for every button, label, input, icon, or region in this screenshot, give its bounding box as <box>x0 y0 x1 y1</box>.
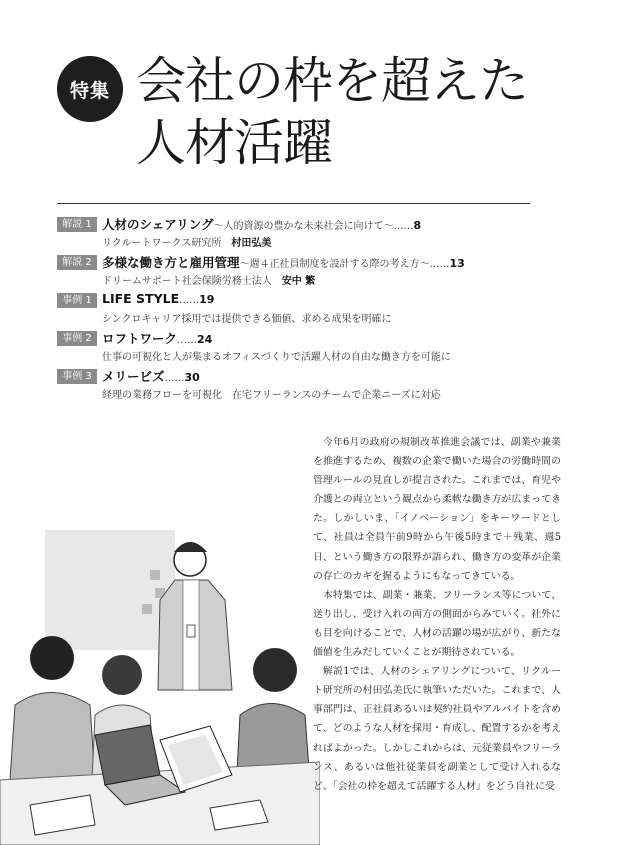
toc-org: ドリームサポート社会保険労務士法人 <box>102 276 272 287</box>
toc-description: 仕事の可視化と人が集まるオフィスづくりで活躍人材の自由な働き方を可能に <box>102 352 451 363</box>
toc-page: 30 <box>184 371 200 384</box>
toc-description: 経理の業務フローを可視化 在宅フリーランスのチームで企業ニーズに対応 <box>102 390 441 401</box>
toc-entry[interactable] <box>57 329 557 367</box>
toc-entry[interactable] <box>57 253 557 291</box>
toc-entry[interactable] <box>57 367 557 405</box>
toc-page: 13 <box>449 257 465 270</box>
toc-tag: 解説 2 <box>57 255 97 270</box>
page-title <box>136 50 528 174</box>
title-line-2: 人材活躍 <box>136 114 332 172</box>
toc-tag: 事例 3 <box>57 369 97 384</box>
toc-title: ロフトワーク <box>102 331 178 346</box>
woman-left <box>10 636 95 780</box>
toc-org: リクルートワークス研究所 <box>102 238 222 249</box>
toc-author: 村田弘美 <box>231 238 272 249</box>
toc-title: 多様な働き方と雇用管理 <box>102 255 240 270</box>
toc-subtitle: …… <box>164 373 185 384</box>
toc-author: 安中 繁 <box>281 276 316 287</box>
toc-subtitle: ～人的資源の豊かな未来社会に向けて～…… <box>213 221 414 232</box>
table-of-contents <box>57 215 557 405</box>
toc-page: 8 <box>413 219 422 232</box>
toc-subtitle: ～週４正社員制度を設計する際の考え方～…… <box>239 259 450 270</box>
toc-tag: 事例 1 <box>57 293 97 308</box>
toc-entry[interactable] <box>57 291 557 329</box>
toc-description: シンクロキャリア採用では提供できる価値、求める成果を明確に <box>102 314 392 325</box>
toc-page: 19 <box>199 293 215 306</box>
toc-page: 24 <box>197 333 213 346</box>
body-text <box>313 433 561 796</box>
toc-title: メリービズ <box>102 369 165 384</box>
office-meeting-illustration <box>0 530 320 845</box>
toc-subtitle: …… <box>179 295 200 306</box>
title-divider <box>57 203 530 204</box>
paragraph: 今年6月の政府の規制改革推進会議では、副業や兼業を推進するため、複数の企業で働いた場合の労働時間の管理ルールの見直しが提言された。これまでは、育児や介護との両立という観点から柔軟な働き方が広まってきた。しかしいま、「イノベーション」をキーワードとして、社員は全員午前9時から午後5時まで＋残業、週5日、という働き方の限界が語られ、働き方の変革が企業の存亡のカギを握るようにもなってきている。 <box>313 437 561 582</box>
title-line-1: 会社の枠を超えた <box>136 52 528 110</box>
feature-badge: 特集 <box>57 56 123 122</box>
toc-title: LIFE STYLE <box>102 291 180 306</box>
toc-tag: 解説 1 <box>57 217 97 232</box>
toc-entry[interactable] <box>57 215 557 253</box>
toc-tag: 事例 2 <box>57 331 97 346</box>
toc-subtitle: …… <box>177 335 198 346</box>
paragraph: 本特集では、副業・兼業、フリーランス等について、送り出し、受け入れの両方の側面からみていく。社外にも目を向けることで、人材の活躍の場が広がり、新たな価値を生みだしていくことが期待されている。 <box>313 589 561 659</box>
paragraph: 解説1では、人材のシェアリングについて、リクルート研究所の村田弘美氏に執筆いただいた。これまで、人事部門は、正社員あるいは契約社員やアルバイトを含めて、どのような人材を採用・育成し、配置するかを考えればよかった。しかしこれからは、元従業員やフリーランス、あるいは他社従業員を副業として受け入れるなど、「会社の枠を超えて活躍する人材」をどう自社に受 <box>313 666 561 792</box>
toc-title: 人材のシェアリング <box>102 217 214 232</box>
